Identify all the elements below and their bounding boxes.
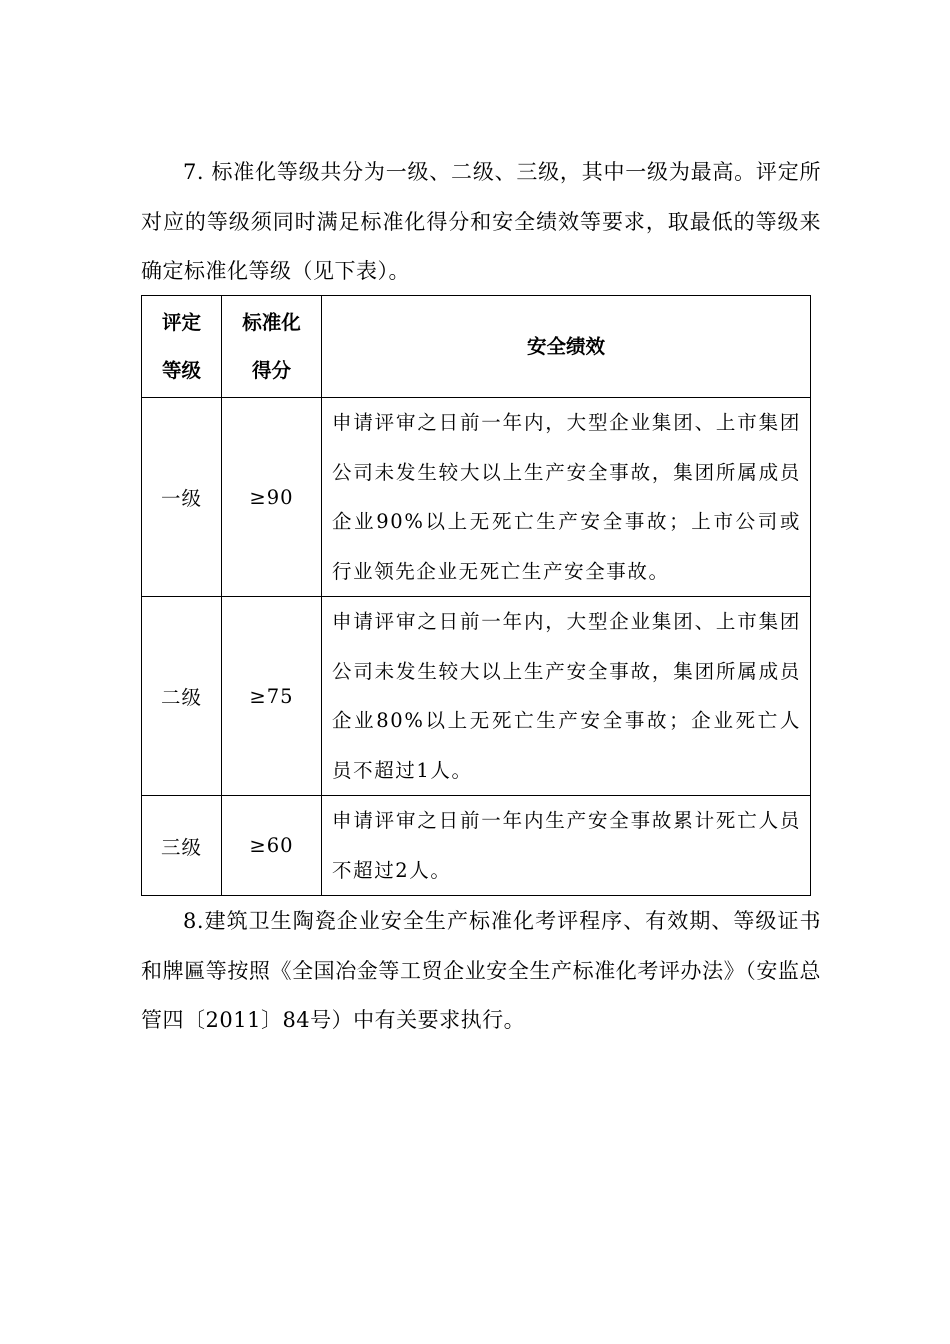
- cell-level: 三级: [142, 796, 222, 896]
- paragraph-8: 8.建筑卫生陶瓷企业安全生产标准化考评程序、有效期、等级证书和牌匾等按照《全国冶金等工贸企业安全生产标准化考评办法》（安监总管四〔2011〕84号）中有关要求执行。: [141, 909, 821, 1032]
- cell-level: 一级: [142, 398, 222, 597]
- table-row: [142, 597, 811, 796]
- cell-score: ≥90: [222, 398, 322, 597]
- cell-performance: 申请评审之日前一年内，大型企业集团、上市集团公司未发生较大以上生产安全事故，集团所属成员企业90%以上无死亡生产安全事故；上市公司或行业领先企业无死亡生产安全事故。: [322, 398, 811, 597]
- header-performance: 安全绩效: [322, 296, 811, 398]
- header-level-line2: 等级: [161, 358, 201, 382]
- header-level-line1: 评定: [161, 310, 201, 334]
- cell-performance: 申请评审之日前一年内，大型企业集团、上市集团公司未发生较大以上生产安全事故，集团所属成员企业80%以上无死亡生产安全事故；企业死亡人员不超过1人。: [322, 597, 811, 796]
- table-row: [142, 398, 811, 597]
- cell-score: ≥60: [222, 796, 322, 896]
- table-header-row: [142, 296, 811, 398]
- header-score-line1: 标准化: [242, 310, 301, 334]
- standardization-grade-table: [141, 295, 811, 896]
- header-score: [222, 296, 322, 398]
- cell-level: 二级: [142, 597, 222, 796]
- header-level: [142, 296, 222, 398]
- cell-performance: 申请评审之日前一年内生产安全事故累计死亡人员不超过2人。: [322, 796, 811, 896]
- table-row: [142, 796, 811, 896]
- cell-score: ≥75: [222, 597, 322, 796]
- header-score-line2: 得分: [251, 358, 291, 382]
- paragraph-7: 7. 标准化等级共分为一级、二级、三级，其中一级为最高。评定所对应的等级须同时满足标准化得分和安全绩效等要求，取最低的等级来确定标准化等级（见下表）。: [141, 160, 821, 283]
